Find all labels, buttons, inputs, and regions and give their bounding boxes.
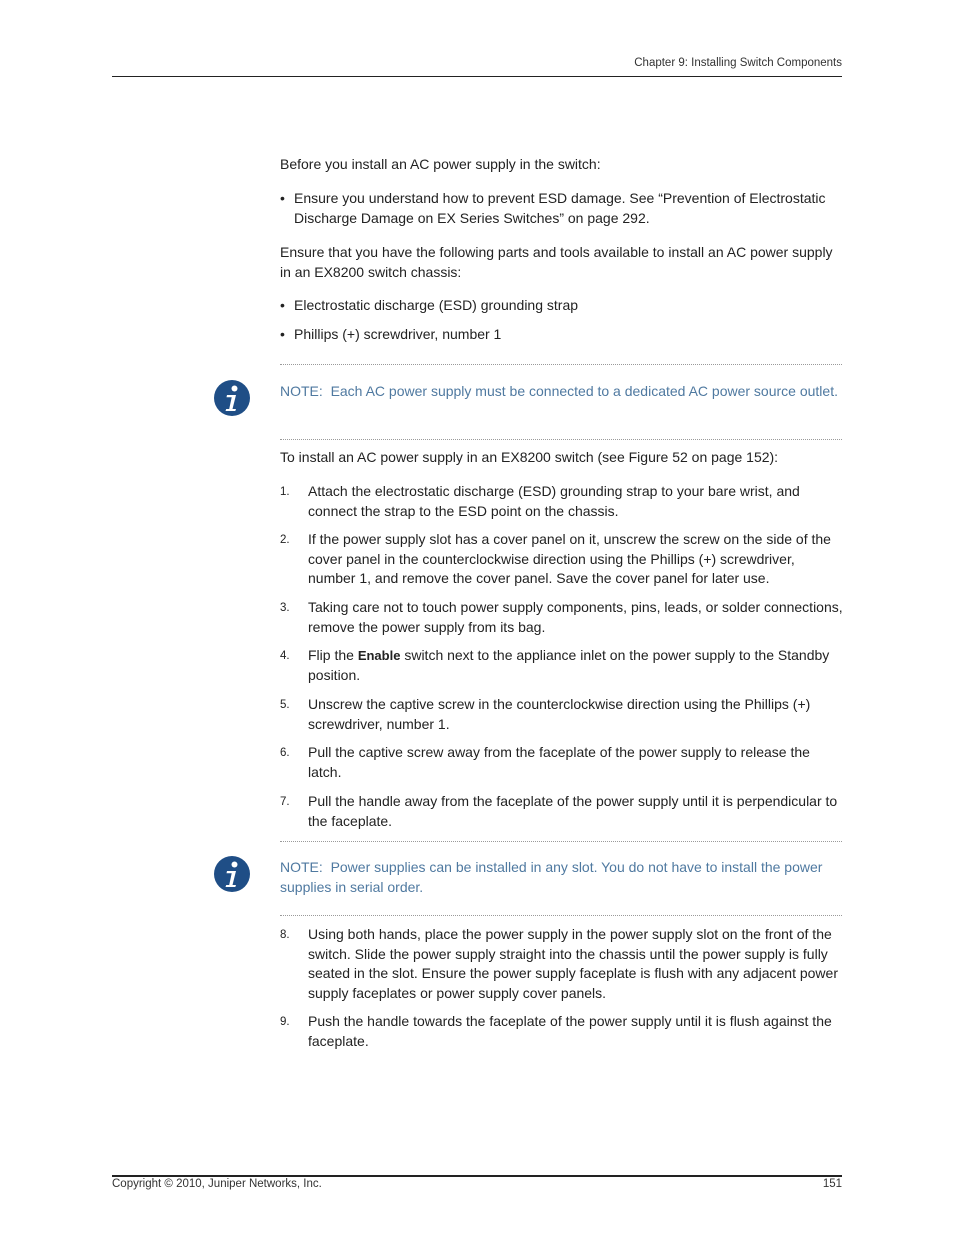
step-number: 2. bbox=[280, 534, 290, 546]
step-number: 3. bbox=[280, 602, 290, 614]
info-icon bbox=[212, 378, 252, 418]
note-2 bbox=[280, 858, 843, 897]
list-item bbox=[280, 325, 843, 345]
copyright: Copyright © 2010, Juniper Networks, Inc. bbox=[112, 1178, 322, 1190]
list-item bbox=[280, 598, 843, 637]
note-divider bbox=[280, 841, 842, 842]
bullet-text: Electrostatic discharge (ESD) grounding strap bbox=[294, 297, 579, 313]
note-label: NOTE: bbox=[280, 859, 323, 875]
list-item bbox=[280, 530, 843, 589]
step-number: 9. bbox=[280, 1016, 290, 1028]
note-divider bbox=[280, 364, 842, 365]
list-item bbox=[280, 189, 843, 228]
running-header: Chapter 9: Installing Switch Components bbox=[634, 57, 842, 69]
step-text: Push the handle towards the faceplate of the power supply until it is flush against the faceplate. bbox=[308, 1013, 832, 1049]
bullet-text: Phillips (+) screwdriver, number 1 bbox=[294, 326, 502, 342]
note-text: Power supplies can be installed in any slot. You do not have to install the power supplies in serial order. bbox=[280, 859, 823, 895]
step-text: If the power supply slot has a cover panel on it, unscrew the screw on the side of the cover panel in the counterclockwise direction using the Phillips (+) screwdriver, number 1, and remove the cover panel. Save the cover panel for later use. bbox=[308, 531, 831, 586]
step-number: 4. bbox=[280, 650, 290, 662]
step-number: 8. bbox=[280, 929, 290, 941]
step-text: Pull the handle away from the faceplate of the power supply until it is perpendicular to the faceplate. bbox=[308, 793, 838, 829]
step-text: Attach the electrostatic discharge (ESD) grounding strap to your bare wrist, and connect the strap to the ESD point on the chassis. bbox=[308, 483, 800, 519]
note-1 bbox=[280, 382, 843, 402]
step-text: Taking care not to touch power supply components, pins, leads, or solder connections, remove the power supply from its bag. bbox=[308, 599, 843, 635]
intro-before: Before you install an AC power supply in the switch: bbox=[280, 156, 601, 172]
step-text-post: switch next to the appliance inlet on the power supply to the Standby position. bbox=[308, 647, 830, 683]
list-item bbox=[280, 925, 843, 1003]
step-number: 6. bbox=[280, 747, 290, 759]
procedure-intro: To install an AC power supply in an EX8200 switch (see Figure 52 on page 152): bbox=[280, 449, 779, 465]
list-item bbox=[280, 646, 843, 685]
step-text-pre: Flip the bbox=[308, 647, 358, 663]
bullet-text: Ensure you understand how to prevent ESD damage. See “Prevention of Electrostatic Discharge Damage on EX Series Switches” on page 292. bbox=[294, 190, 826, 226]
page-number: 151 bbox=[822, 1178, 842, 1190]
list-item bbox=[280, 695, 843, 734]
step-number: 5. bbox=[280, 699, 290, 711]
footer-rule bbox=[112, 1175, 842, 1177]
step-text: Unscrew the captive screw in the counterclockwise direction using the Phillips (+) screwdriver, number 1. bbox=[308, 696, 811, 732]
step-text bbox=[308, 646, 843, 685]
info-icon bbox=[212, 854, 252, 894]
enable-switch-label: Enable bbox=[357, 648, 401, 663]
list-item bbox=[280, 296, 843, 316]
step-text: Using both hands, place the power supply in the power supply slot on the front of the switch. Slide the power supply straight into the chassis until the power supply is fully seated in the slot. Ensure the power supply faceplate is flush with any adjacent power supply faceplates or power supply cover panels. bbox=[308, 926, 838, 1001]
list-item bbox=[280, 743, 843, 782]
bullet-dot: • bbox=[280, 190, 285, 206]
step-number: 1. bbox=[280, 486, 290, 498]
note-divider bbox=[280, 915, 842, 916]
bullet-dot: • bbox=[280, 326, 285, 342]
header-rule bbox=[112, 76, 842, 77]
tools-intro: Ensure that you have the following parts and tools available to install an AC power supply in an EX8200 switch chassis: bbox=[280, 244, 833, 280]
list-item bbox=[280, 792, 843, 831]
list-item bbox=[280, 1012, 843, 1051]
note-label: NOTE: bbox=[280, 383, 323, 399]
list-item bbox=[280, 482, 843, 521]
note-text: Each AC power supply must be connected to a dedicated AC power source outlet. bbox=[330, 383, 838, 399]
bullet-dot: • bbox=[280, 297, 285, 313]
step-text: Pull the captive screw away from the faceplate of the power supply to release the latch. bbox=[308, 744, 810, 780]
note-divider bbox=[280, 439, 842, 440]
step-number: 7. bbox=[280, 796, 290, 808]
